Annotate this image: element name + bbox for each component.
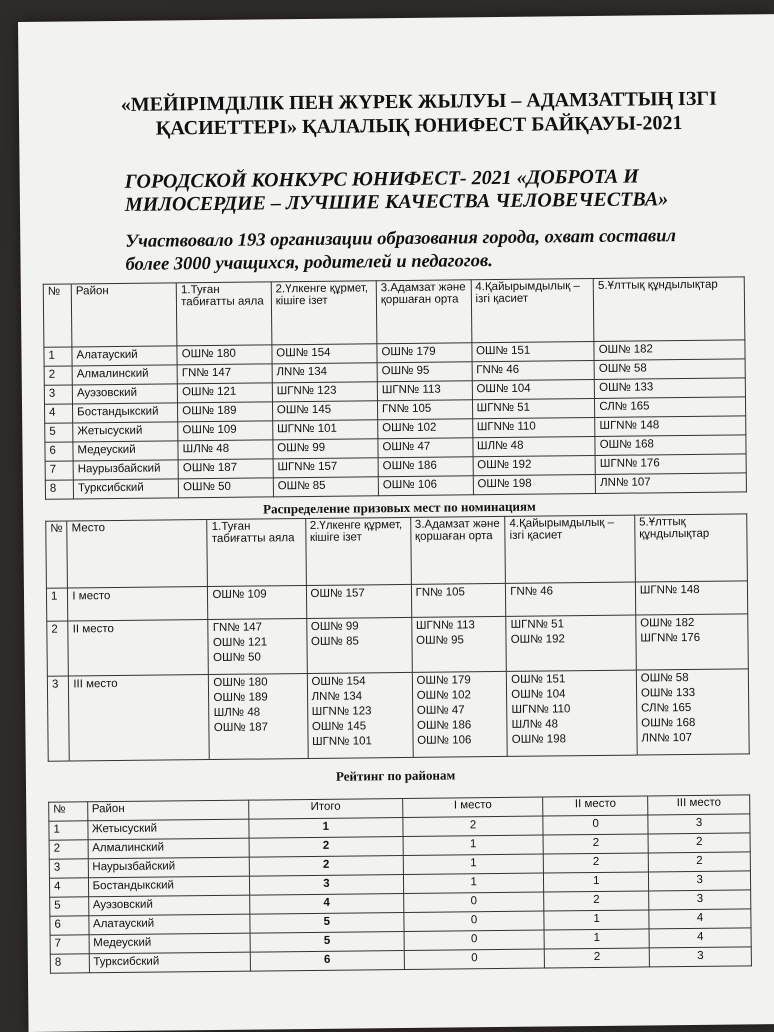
school-entry: ОШ№ 182 [640,616,695,630]
school-entry: ОШ№ 133 [640,686,696,700]
table2-cell [635,581,747,615]
participation-summary: Участвовало 193 организации образования города, охват составил более 3000 учащихся, родителей и педагогов. [125,226,677,275]
table3-header-cell: I место [403,797,543,817]
table1-cell: ОШ№ 121 [177,383,272,403]
table3-cell: 2 [648,833,750,853]
school-entry: ЛN№ 107 [641,731,693,745]
table3-cell: 0 [404,949,544,969]
table1-cell: 4 [45,404,73,423]
school-entry: ОШ№ 189 [213,691,268,704]
school-entry: ОШ№ 121 [212,636,268,649]
school-entry: ОШ№ 168 [641,716,696,730]
table3-header-cell: № [49,802,88,821]
title-russian: ГОРОДСКОЙ КОНКУРС ЮНИФЕСТ- 2021 «ДОБРОТА И МИЛОСЕРДИЕ – ЛУЧШИЕ КАЧЕСТВА ЧЕЛОВЕЧЕСТВА» [124,165,669,216]
table2-cell [506,615,636,671]
table2-header-cell: 4.Қайырымдылық – ізгі қасиет [505,515,635,583]
table1-cell: ШГN№ 123 [272,382,377,402]
table2-row [47,669,749,761]
table3-cell: 1 [403,873,543,893]
school-entry: ШГN№ 110 [511,703,571,716]
table1-cell: ОШ№ 186 [378,457,473,477]
table2-cell [209,674,308,760]
table3-cell: 2 [544,948,649,968]
district-rating-title: Рейтинг по районам [335,767,456,784]
table3-cell: 4 [649,928,751,948]
school-entry: ГN№ 105 [415,586,465,599]
table1-cell: Алатауский [72,346,177,366]
table3-header-cell: Итого [248,799,402,820]
table3-header-cell: III место [648,795,750,815]
table3-cell: 1 [544,910,649,930]
table3-cell: 1 [403,854,543,874]
table1-cell: ОШ№ 58 [594,359,745,380]
school-entry: ОШ№ 151 [511,673,566,686]
table1-cell: ШЛ№ 48 [472,436,595,456]
table1-cell: ОШ№ 189 [178,402,273,422]
table1-cell: ОШ№ 109 [178,421,273,441]
table2-header-cell: Место [67,520,208,588]
table2-header-cell: № [46,521,68,588]
table3-cell: 1 [403,835,543,855]
school-entry: ШГN№ 123 [311,705,372,718]
table2-cell [411,616,506,672]
table3-cell: 1 [544,872,649,892]
school-entry: СЛ№ 165 [641,701,692,715]
table3-cell: 0 [404,930,544,950]
table1-cell: 3 [44,385,72,404]
table1-header-cell: 3.Адамзат және қоршаған орта [376,280,471,344]
table1-cell: ОШ№ 180 [177,345,272,365]
table2-cell [411,583,506,617]
school-entry: ОШ№ 106 [417,734,472,747]
table1-header-cell: 1.Туған табиғатты аяла [176,282,271,346]
title-kazakh: «МЕЙІРІМДІЛІК ПЕН ЖҮРЕК ЖЫЛУЫ – АДАМЗАТТЫҢ ІЗГІ ҚАСИЕТТЕРІ» ҚАЛАЛЫҚ ЮНИФЕСТ БАЙҚАУЫ-2021 [120,87,717,140]
table1-cell: ШГN№ 101 [272,420,377,440]
school-entry: ОШ№ 179 [416,674,471,687]
table1-cell: ОШ№ 168 [595,435,746,456]
table2-header-cell: 5.Ұлттық құндылықтар [635,514,748,582]
table2-cell [636,669,749,755]
table1-header-cell: 5.Ұлттық құндылықтар [593,277,744,342]
table1-cell: ГN№ 46 [472,360,595,380]
school-entry: ЛN№ 134 [311,690,363,703]
table3-cell: 3 [49,859,88,878]
table1-cell: 7 [45,461,73,480]
table3-cell: 2 [249,837,403,858]
table1-cell: ОШ№ 106 [378,476,473,496]
table1-cell: ОШ№ 145 [272,401,377,421]
table3-cell: 5 [250,932,404,953]
table1-cell: ОШ№ 95 [377,362,472,382]
table3-cell: 3 [649,871,751,891]
school-entry: ОШ№ 58 [640,672,689,685]
table3-cell: 7 [50,935,89,954]
table3-cell: 3 [249,875,403,896]
prize-distribution-table [45,513,749,761]
table2-cell [507,670,638,756]
table2-place-cell: II место [68,620,209,676]
table1-cell: ШГN№ 148 [595,416,746,437]
table1-cell: СЛ№ 165 [595,397,746,418]
table1-cell: ЛN№ 134 [272,363,377,383]
table1-cell: ШЛ№ 48 [178,440,273,460]
school-entry: ОШ№ 47 [416,704,465,717]
school-entry: ШЛ№ 48 [511,718,559,731]
table1-cell: ОШ№ 182 [594,340,745,361]
table1-cell: Турксибский [73,479,178,499]
school-entry: ШГN№ 148 [639,583,700,597]
table3-cell: 0 [404,892,544,912]
table1-cell: ОШ№ 104 [472,379,595,399]
table3-cell: 2 [543,853,648,873]
school-entry: ШГN№ 176 [640,631,701,645]
table1-cell: ЛN№ 107 [596,473,747,494]
table3-cell: 6 [250,951,404,972]
nominations-by-district-table [43,276,747,499]
table2-cell [307,672,413,758]
table1-cell: ОШ№ 47 [378,438,473,458]
table1-cell: ГN№ 105 [377,400,472,420]
table3-cell: 1 [49,821,88,840]
school-entry: ШГN№ 51 [510,618,565,631]
table1-cell: ОШ№ 179 [377,343,472,363]
table3-cell: 2 [544,891,649,911]
school-entry: ОШ№ 104 [511,688,566,701]
table3-cell: Алмалинский [88,838,249,859]
document-sheet [18,14,774,1032]
table1-cell: ШГN№ 157 [273,458,378,478]
school-entry: ШГN№ 113 [415,619,475,632]
school-entry: ОШ№ 198 [511,733,567,746]
table3-cell: 3 [650,947,752,967]
table1-header-cell: 4.Қайырымдылық – ізгі қасиет [471,278,594,342]
table2-cell [306,617,412,673]
table1-cell: 5 [45,423,73,442]
table3-cell: 4 [649,909,751,929]
table2-num-cell: 3 [47,676,69,761]
table2-num-cell: 2 [47,621,69,676]
school-entry: ОШ№ 192 [510,633,565,646]
table3-cell: Наурызбайский [88,857,249,878]
school-entry: ОШ№ 50 [213,651,261,664]
table2-row [47,614,749,676]
table1-cell: ОШ№ 50 [178,478,273,498]
table1-cell: ШГN№ 110 [472,417,595,437]
table1-cell: 2 [44,366,72,385]
school-entry: ОШ№ 157 [310,587,365,600]
table3-cell: 5 [50,897,89,916]
table1-cell: 1 [44,347,72,366]
school-entry: ШГN№ 101 [312,735,372,748]
table3-cell: 1 [249,818,403,839]
prize-distribution-title: Распределение призовых мест по номинациям [263,498,536,517]
table1-cell: ШГN№ 113 [377,381,472,401]
table3-cell: 2 [49,840,88,859]
school-entry: ОШ№ 180 [213,676,268,689]
table3-cell: Жетысуский [87,819,248,840]
table3-cell: 0 [543,815,648,835]
table1-cell: Жетысуский [73,422,178,442]
table3-cell: 3 [648,814,750,834]
table3-header-cell: II место [543,796,648,816]
table3-cell: 2 [403,816,543,836]
school-entry: ОШ№ 154 [311,675,366,688]
table2-cell [412,671,507,757]
table2-cell [306,584,411,618]
table3-cell: 1 [544,929,649,949]
school-entry: ОШ№ 85 [310,635,359,648]
school-entry: ОШ№ 99 [310,620,359,633]
table1-header-cell: № [43,284,72,347]
school-entry: ОШ№ 102 [416,689,471,702]
table3-cell: 3 [649,890,751,910]
table3-cell: 0 [404,911,544,931]
table1-cell: ОШ№ 151 [471,341,594,361]
table3-cell: 5 [250,913,404,934]
table2-place-cell: I место [68,587,208,621]
table1-cell: 6 [45,442,73,461]
school-entry: ШЛ№ 48 [213,706,261,719]
table2-header-cell: 1.Туған табиғатты аяла [207,519,306,587]
table3-cell: Ауэзовский [88,895,249,916]
table3-cell: Бостандыкский [88,876,249,897]
table1-cell: Наурызбайский [73,460,178,480]
table3-cell: 2 [649,852,751,872]
school-entry: ОШ№ 109 [212,588,267,601]
table1-cell: Бостандыкский [73,403,178,423]
table2-cell [506,582,636,616]
school-entry: ОШ№ 186 [416,719,472,732]
school-entry: ОШ№ 187 [213,721,269,734]
table3-cell: 6 [50,916,89,935]
school-entry: ГN№ 46 [510,585,554,598]
table1-cell: ОШ№ 102 [378,419,473,439]
table1-header-cell: Район [71,283,177,347]
table3-cell: Алатауский [88,914,249,935]
table1-cell: ОШ№ 187 [178,459,273,479]
table2-cell [208,586,306,620]
table2-cell [208,619,307,675]
table1-cell: ОШ№ 154 [272,344,377,364]
table1-cell: Ауэзовский [72,384,177,404]
table3-cell: Турксибский [89,952,250,973]
school-entry: ГN№ 147 [212,621,263,634]
table3-cell: 2 [249,856,403,877]
table1-cell: Медеуский [73,441,178,461]
table1-cell: ОШ№ 99 [273,439,378,459]
table1-cell: ОШ№ 198 [473,474,596,494]
table2-header-cell: 2.Үлкенге құрмет, кішіге ізет [305,517,411,585]
table3-cell: 8 [50,954,89,973]
table1-header-cell: 2.Үлкенге құрмет, кішіге ізет [271,281,377,345]
table2-header-cell: 3.Адамзат және қоршаған орта [410,516,505,584]
table1-cell: ОШ№ 85 [273,477,378,497]
table1-cell: ОШ№ 192 [473,455,596,475]
table3-cell: Медеуский [89,933,250,954]
table3-header-cell: Район [87,800,248,821]
table3-cell: 4 [249,894,403,915]
table1-cell: Алмалинский [72,365,177,385]
table1-cell: ШГN№ 176 [595,454,746,475]
table2-num-cell: 1 [46,588,68,621]
school-entry: ОШ№ 95 [416,634,464,647]
table1-cell: ОШ№ 133 [595,378,746,399]
district-rating-table [48,794,752,973]
table2-place-cell: III место [69,675,210,761]
school-entry: ОШ№ 145 [311,720,367,733]
table1-cell: ШГN№ 51 [472,398,595,418]
table1-cell: 8 [45,480,73,499]
table1-cell: ГN№ 147 [177,364,272,384]
table2-cell [636,614,749,670]
table3-cell: 4 [49,878,88,897]
table3-cell: 2 [543,834,648,854]
